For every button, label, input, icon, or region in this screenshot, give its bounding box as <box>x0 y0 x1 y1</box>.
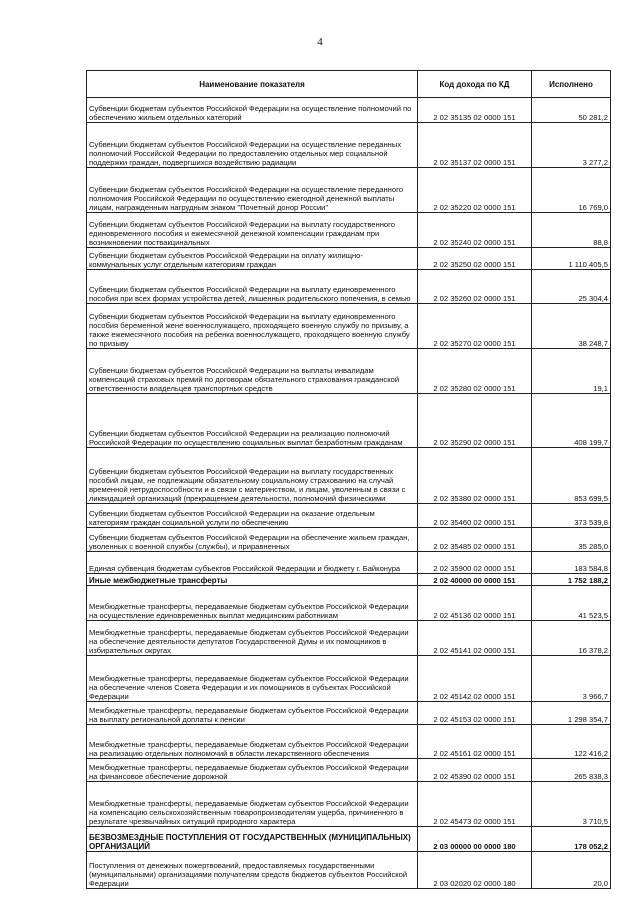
row-code-cell: 2 02 35135 02 0000 151 <box>418 98 532 123</box>
row-code-cell: 2 02 35220 02 0000 151 <box>418 168 532 213</box>
row-value-cell: 50 281,2 <box>532 98 611 123</box>
row-code-cell: 2 02 35240 02 0000 151 <box>418 213 532 248</box>
revenue-table <box>86 70 611 889</box>
row-code-cell: 2 02 45390 02 0000 151 <box>418 759 532 782</box>
table-row <box>87 574 611 586</box>
page-number: 4 <box>317 36 323 48</box>
row-value-cell: 183 584,8 <box>532 552 611 574</box>
table-row <box>87 304 611 349</box>
table-row <box>87 656 611 702</box>
table-row <box>87 852 611 889</box>
table-row <box>87 213 611 248</box>
row-value-cell: 19,1 <box>532 349 611 394</box>
row-name-cell: Субвенции бюджетам субъектов Российской Федерации на обеспечение жильем граждан, уволенных с военной службы (службы), и приравненных <box>87 528 418 552</box>
row-name-cell: Межбюджетные трансферты, передаваемые бюджетам субъектов Российской Федерации на обеспечение деятельности депутатов Государственной Думы и их помощников в избирательных округах <box>87 621 418 656</box>
row-name-cell: Субвенции бюджетам субъектов Российской Федерации на выплату государственных пособий лицам, не подлежащим обязательному социальному страхованию на случай временной нетрудоспособности и в связи с материнством, и лицам, уволенным в связи с ликвидацией организаций (прекращением деятельности, полномочий физическими <box>87 448 418 504</box>
table-row <box>87 123 611 168</box>
row-value-cell: 1 752 188,2 <box>532 574 611 586</box>
row-value-cell: 3 710,5 <box>532 782 611 827</box>
row-value-cell: 38 248,7 <box>532 304 611 349</box>
table-row <box>87 759 611 782</box>
row-value-cell: 122 416,2 <box>532 725 611 759</box>
row-code-cell: 2 02 35260 02 0000 151 <box>418 270 532 304</box>
row-code-cell: 2 02 35485 02 0000 151 <box>418 528 532 552</box>
table-row <box>87 349 611 394</box>
header-name: Наименование показателя <box>87 71 418 98</box>
table-row <box>87 448 611 504</box>
table-header-row <box>87 71 611 98</box>
row-name-cell: Субвенции бюджетам субъектов Российской Федерации на выплату единовременного пособия беременной жене военнослужащего, проходящего военную службу по призыву, а также ежемесячного пособия на ребенка военнослужащего, проходящего военную службу по призыву <box>87 304 418 349</box>
row-name-cell: Межбюджетные трансферты, передаваемые бюджетам субъектов Российской Федерации на реализацию отдельных полномочий в области лекарственного обеспечения <box>87 725 418 759</box>
row-code-cell: 2 02 35290 02 0000 151 <box>418 394 532 448</box>
table-row <box>87 782 611 827</box>
row-name-cell: Субвенции бюджетам субъектов Российской Федерации на осуществление полномочий по обеспечению жильем отдельных категорий <box>87 98 418 123</box>
table-row <box>87 586 611 621</box>
row-name-cell: Субвенции бюджетам субъектов Российской Федерации на осуществление переданных полномочий Российской Федерации по предоставлению отдельных мер социальной поддержки граждан, подвергшихся воздействию радиации <box>87 123 418 168</box>
row-code-cell: 2 02 45161 02 0000 151 <box>418 725 532 759</box>
row-value-cell: 20,0 <box>532 852 611 889</box>
table-row <box>87 504 611 528</box>
row-code-cell: 2 02 35380 02 0000 151 <box>418 448 532 504</box>
row-name-cell: Субвенции бюджетам субъектов Российской Федерации на оказание отдельным категориям граждан социальной услуги по обеспечению <box>87 504 418 528</box>
header-value: Исполнено <box>532 71 611 98</box>
row-name-cell: Межбюджетные трансферты, передаваемые бюджетам субъектов Российской Федерации на финансовое обеспечение дорожной <box>87 759 418 782</box>
row-name-cell: Межбюджетные трансферты, передаваемые бюджетам субъектов Российской Федерации на обеспечение членов Совета Федерации и их помощников в субъектах Российской Федерации <box>87 656 418 702</box>
row-value-cell: 41 523,5 <box>532 586 611 621</box>
table-row <box>87 270 611 304</box>
table-row <box>87 394 611 448</box>
row-code-cell: 2 02 35460 02 0000 151 <box>418 504 532 528</box>
row-name-cell: Субвенции бюджетам субъектов Российской Федерации на выплату единовременного пособия при всех формах устройства детей, лишенных родительского попечения, в семью <box>87 270 418 304</box>
row-value-cell: 178 052,2 <box>532 827 611 852</box>
row-code-cell: 2 02 45142 02 0000 151 <box>418 656 532 702</box>
row-code-cell: 2 02 35280 02 0000 151 <box>418 349 532 394</box>
row-name-cell: Иные межбюджетные трансферты <box>87 574 418 586</box>
row-value-cell: 265 838,3 <box>532 759 611 782</box>
row-code-cell: 2 02 45136 02 0000 151 <box>418 586 532 621</box>
row-name-cell: Единая субвенция бюджетам субъектов Российской Федерации и бюджету г. Байконура <box>87 552 418 574</box>
row-value-cell: 88,8 <box>532 213 611 248</box>
row-value-cell: 3 277,2 <box>532 123 611 168</box>
table-row <box>87 827 611 852</box>
table-row <box>87 528 611 552</box>
row-value-cell: 25 304,4 <box>532 270 611 304</box>
row-code-cell: 2 02 45473 02 0000 151 <box>418 782 532 827</box>
row-code-cell: 2 02 45141 02 0000 151 <box>418 621 532 656</box>
row-value-cell: 35 285,0 <box>532 528 611 552</box>
row-code-cell: 2 03 02020 02 0000 180 <box>418 852 532 889</box>
row-name-cell: Субвенции бюджетам субъектов Российской Федерации на осуществление переданного полномочия Российской Федерации по осуществлению ежегодной денежной выплаты лицам, награжденным нагрудным знаком "Почетный донор России" <box>87 168 418 213</box>
row-code-cell: 2 02 35900 02 0000 151 <box>418 552 532 574</box>
row-value-cell: 853 699,5 <box>532 448 611 504</box>
row-name-cell: Межбюджетные трансферты, передаваемые бюджетам субъектов Российской Федерации на выплату региональной доплаты к пенсии <box>87 702 418 725</box>
row-value-cell: 408 199,7 <box>532 394 611 448</box>
row-name-cell: Субвенции бюджетам субъектов Российской Федерации на выплаты инвалидам компенсаций страховых премий по договорам обязательного страхования гражданской ответственности владельцев транспортных средств <box>87 349 418 394</box>
row-name-cell: Субвенции бюджетам субъектов Российской Федерации на оплату жилищно-коммунальных услуг отдельным категориям граждан <box>87 248 418 270</box>
row-value-cell: 1 298 354,7 <box>532 702 611 725</box>
table-row <box>87 168 611 213</box>
row-value-cell: 16 378,2 <box>532 621 611 656</box>
table-row <box>87 725 611 759</box>
row-code-cell: 2 02 40000 00 0000 151 <box>418 574 532 586</box>
row-name-cell: Субвенции бюджетам субъектов Российской Федерации на реализацию полномочий Российской Федерации по осуществлению социальных выплат безработным гражданам <box>87 394 418 448</box>
row-value-cell: 16 769,0 <box>532 168 611 213</box>
table-row <box>87 621 611 656</box>
row-name-cell: Межбюджетные трансферты, передаваемые бюджетам субъектов Российской Федерации на компенсацию сельскохозяйственным товаропроизводителям ущерба, причиненного в результате чрезвычайных ситуаций природного характера <box>87 782 418 827</box>
row-value-cell: 3 966,7 <box>532 656 611 702</box>
row-name-cell: Межбюджетные трансферты, передаваемые бюджетам субъектов Российской Федерации на осуществление единовременных выплат медицинским работникам <box>87 586 418 621</box>
header-code: Код дохода по КД <box>418 71 532 98</box>
row-value-cell: 1 110 405,5 <box>532 248 611 270</box>
row-code-cell: 2 02 45153 02 0000 151 <box>418 702 532 725</box>
row-value-cell: 373 539,8 <box>532 504 611 528</box>
row-name-cell: Поступления от денежных пожертвований, предоставляемых государственными (муниципальными) организациями получателям средств бюджетов субъектов Российской Федерации <box>87 852 418 889</box>
row-name-cell: БЕЗВОЗМЕЗДНЫЕ ПОСТУПЛЕНИЯ ОТ ГОСУДАРСТВЕННЫХ (МУНИЦИПАЛЬНЫХ) ОРГАНИЗАЦИЙ <box>87 827 418 852</box>
row-code-cell: 2 02 35250 02 0000 151 <box>418 248 532 270</box>
table-row <box>87 248 611 270</box>
row-code-cell: 2 02 35137 02 0000 151 <box>418 123 532 168</box>
table-row <box>87 702 611 725</box>
row-code-cell: 2 03 00000 00 0000 180 <box>418 827 532 852</box>
row-name-cell: Субвенции бюджетам субъектов Российской Федерации на выплату государственного единовременного пособия и ежемесячной денежной компенсации гражданам при возникновении поствакцинальных <box>87 213 418 248</box>
row-code-cell: 2 02 35270 02 0000 151 <box>418 304 532 349</box>
table-row <box>87 98 611 123</box>
table-row <box>87 552 611 574</box>
